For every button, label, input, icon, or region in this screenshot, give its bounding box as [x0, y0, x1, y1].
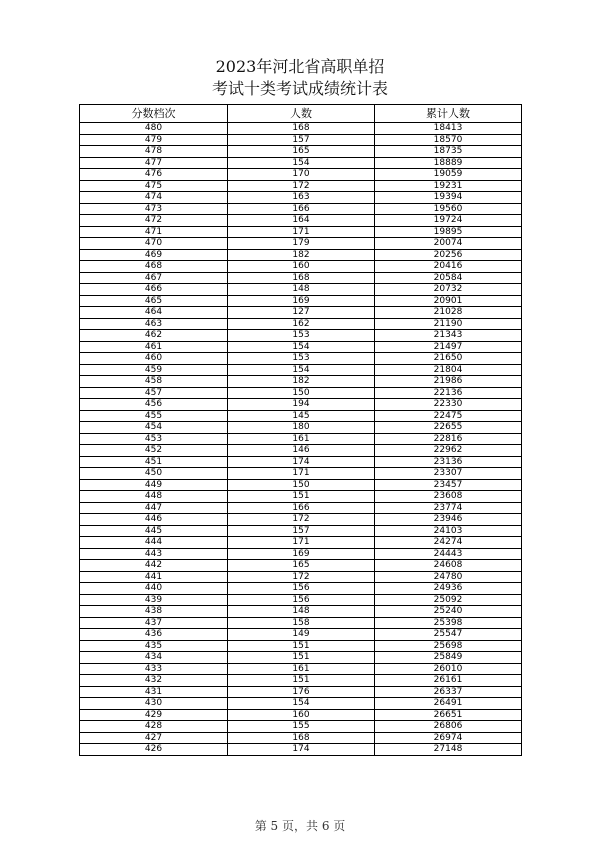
cell-score-level: 450 — [80, 468, 228, 480]
header-cumulative-count: 累计人数 — [375, 105, 522, 123]
cell-cumulative-count: 26806 — [375, 721, 522, 733]
cell-cumulative-count: 19394 — [375, 192, 522, 204]
cell-score-level: 457 — [80, 387, 228, 399]
cell-cumulative-count: 21343 — [375, 330, 522, 342]
cell-score-level: 473 — [80, 203, 228, 215]
cell-cumulative-count: 20074 — [375, 238, 522, 250]
cell-count: 168 — [228, 732, 375, 744]
cell-score-level: 474 — [80, 192, 228, 204]
table-row — [80, 249, 522, 261]
cell-score-level: 431 — [80, 686, 228, 698]
table-row — [80, 364, 522, 376]
table-row — [80, 686, 522, 698]
cell-count: 156 — [228, 594, 375, 606]
cell-score-level: 462 — [80, 330, 228, 342]
cell-count: 161 — [228, 433, 375, 445]
cell-cumulative-count: 21650 — [375, 353, 522, 365]
table-header-row — [80, 105, 522, 123]
table-row — [80, 514, 522, 526]
table-row — [80, 698, 522, 710]
cell-count: 154 — [228, 157, 375, 169]
cell-cumulative-count: 21804 — [375, 364, 522, 376]
cell-count: 153 — [228, 353, 375, 365]
cell-cumulative-count: 18413 — [375, 123, 522, 135]
cell-count: 151 — [228, 675, 375, 687]
table-row — [80, 675, 522, 687]
cell-cumulative-count: 23307 — [375, 468, 522, 480]
table-row — [80, 537, 522, 549]
cell-count: 168 — [228, 272, 375, 284]
cell-count: 179 — [228, 238, 375, 250]
table-row — [80, 479, 522, 491]
table-row — [80, 307, 522, 319]
cell-cumulative-count: 21497 — [375, 341, 522, 353]
table-row — [80, 721, 522, 733]
table-row — [80, 640, 522, 652]
cell-count: 158 — [228, 617, 375, 629]
table-row — [80, 284, 522, 296]
cell-score-level: 442 — [80, 560, 228, 572]
cell-cumulative-count: 20732 — [375, 284, 522, 296]
cell-cumulative-count: 23136 — [375, 456, 522, 468]
table-row — [80, 732, 522, 744]
cell-count: 164 — [228, 215, 375, 227]
cell-score-level: 435 — [80, 640, 228, 652]
cell-cumulative-count: 24274 — [375, 537, 522, 549]
cell-count: 180 — [228, 422, 375, 434]
cell-score-level: 437 — [80, 617, 228, 629]
cell-score-level: 480 — [80, 123, 228, 135]
header-count: 人数 — [228, 105, 375, 123]
cell-count: 161 — [228, 663, 375, 675]
table-row — [80, 203, 522, 215]
cell-count: 166 — [228, 502, 375, 514]
table-row — [80, 560, 522, 572]
cell-count: 171 — [228, 468, 375, 480]
table-row — [80, 387, 522, 399]
cell-count: 154 — [228, 364, 375, 376]
cell-count: 176 — [228, 686, 375, 698]
table-row — [80, 261, 522, 273]
table-row — [80, 525, 522, 537]
cell-score-level: 445 — [80, 525, 228, 537]
cell-count: 150 — [228, 387, 375, 399]
table-row — [80, 399, 522, 411]
cell-count: 148 — [228, 284, 375, 296]
cell-cumulative-count: 20584 — [375, 272, 522, 284]
table-row — [80, 192, 522, 204]
table-row — [80, 330, 522, 342]
cell-cumulative-count: 25547 — [375, 629, 522, 641]
cell-cumulative-count: 20416 — [375, 261, 522, 273]
cell-cumulative-count: 26010 — [375, 663, 522, 675]
table-row — [80, 502, 522, 514]
table-row — [80, 376, 522, 388]
cell-count: 171 — [228, 226, 375, 238]
cell-count: 169 — [228, 548, 375, 560]
cell-score-level: 441 — [80, 571, 228, 583]
cell-score-level: 472 — [80, 215, 228, 227]
cell-score-level: 477 — [80, 157, 228, 169]
cell-cumulative-count: 18735 — [375, 146, 522, 158]
cell-count: 154 — [228, 341, 375, 353]
cell-count: 151 — [228, 652, 375, 664]
cell-cumulative-count: 19231 — [375, 180, 522, 192]
cell-cumulative-count: 18889 — [375, 157, 522, 169]
cell-cumulative-count: 24780 — [375, 571, 522, 583]
cell-count: 157 — [228, 134, 375, 146]
table-row — [80, 433, 522, 445]
cell-score-level: 433 — [80, 663, 228, 675]
cell-cumulative-count: 22655 — [375, 422, 522, 434]
cell-score-level: 448 — [80, 491, 228, 503]
cell-score-level: 452 — [80, 445, 228, 457]
cell-count: 151 — [228, 491, 375, 503]
cell-count: 146 — [228, 445, 375, 457]
cell-score-level: 443 — [80, 548, 228, 560]
cell-cumulative-count: 25849 — [375, 652, 522, 664]
table-row — [80, 318, 522, 330]
cell-count: 174 — [228, 456, 375, 468]
cell-score-level: 438 — [80, 606, 228, 618]
cell-score-level: 464 — [80, 307, 228, 319]
cell-count: 172 — [228, 514, 375, 526]
cell-count: 172 — [228, 571, 375, 583]
cell-count: 182 — [228, 376, 375, 388]
cell-count: 149 — [228, 629, 375, 641]
cell-score-level: 451 — [80, 456, 228, 468]
cell-count: 165 — [228, 146, 375, 158]
cell-score-level: 430 — [80, 698, 228, 710]
table-row — [80, 295, 522, 307]
cell-score-level: 461 — [80, 341, 228, 353]
cell-cumulative-count: 21986 — [375, 376, 522, 388]
cell-cumulative-count: 26337 — [375, 686, 522, 698]
cell-cumulative-count: 22330 — [375, 399, 522, 411]
cell-count: 174 — [228, 744, 375, 756]
table-row — [80, 744, 522, 756]
table-row — [80, 468, 522, 480]
cell-cumulative-count: 22816 — [375, 433, 522, 445]
cell-score-level: 460 — [80, 353, 228, 365]
cell-score-level: 465 — [80, 295, 228, 307]
table-row — [80, 663, 522, 675]
cell-score-level: 475 — [80, 180, 228, 192]
table-row — [80, 410, 522, 422]
cell-cumulative-count: 19724 — [375, 215, 522, 227]
cell-score-level: 466 — [80, 284, 228, 296]
cell-score-level: 471 — [80, 226, 228, 238]
cell-count: 160 — [228, 709, 375, 721]
cell-cumulative-count: 23774 — [375, 502, 522, 514]
cell-cumulative-count: 26651 — [375, 709, 522, 721]
cell-score-level: 479 — [80, 134, 228, 146]
cell-count: 169 — [228, 295, 375, 307]
cell-cumulative-count: 19895 — [375, 226, 522, 238]
cell-score-level: 467 — [80, 272, 228, 284]
cell-count: 165 — [228, 560, 375, 572]
cell-score-level: 459 — [80, 364, 228, 376]
table-row — [80, 594, 522, 606]
cell-score-level: 478 — [80, 146, 228, 158]
cell-count: 156 — [228, 583, 375, 595]
table-row — [80, 272, 522, 284]
cell-cumulative-count: 25240 — [375, 606, 522, 618]
cell-score-level: 458 — [80, 376, 228, 388]
table-row — [80, 606, 522, 618]
cell-cumulative-count: 22475 — [375, 410, 522, 422]
cell-count: 163 — [228, 192, 375, 204]
cell-count: 145 — [228, 410, 375, 422]
header-score-level: 分数档次 — [80, 105, 228, 123]
cell-score-level: 476 — [80, 169, 228, 181]
table-row — [80, 652, 522, 664]
cell-cumulative-count: 21028 — [375, 307, 522, 319]
table-row — [80, 629, 522, 641]
table-row — [80, 422, 522, 434]
table-row — [80, 180, 522, 192]
cell-score-level: 469 — [80, 249, 228, 261]
cell-score-level: 454 — [80, 422, 228, 434]
cell-score-level: 453 — [80, 433, 228, 445]
cell-cumulative-count: 22962 — [375, 445, 522, 457]
cell-count: 170 — [228, 169, 375, 181]
cell-count: 127 — [228, 307, 375, 319]
cell-cumulative-count: 23946 — [375, 514, 522, 526]
cell-score-level: 444 — [80, 537, 228, 549]
table-row — [80, 353, 522, 365]
table-row — [80, 169, 522, 181]
cell-cumulative-count: 24443 — [375, 548, 522, 560]
cell-count: 148 — [228, 606, 375, 618]
table-row — [80, 456, 522, 468]
cell-score-level: 428 — [80, 721, 228, 733]
table-row — [80, 491, 522, 503]
cell-count: 150 — [228, 479, 375, 491]
cell-score-level: 455 — [80, 410, 228, 422]
table-row — [80, 123, 522, 135]
cell-score-level: 432 — [80, 675, 228, 687]
cell-score-level: 439 — [80, 594, 228, 606]
table-row — [80, 548, 522, 560]
cell-cumulative-count: 24103 — [375, 525, 522, 537]
table-row — [80, 215, 522, 227]
page-footer: 第 5 页，共 6 页 — [254, 819, 346, 833]
cell-cumulative-count: 22136 — [375, 387, 522, 399]
cell-count: 194 — [228, 399, 375, 411]
title-line-2: 考试十类考试成绩统计表 — [211, 79, 388, 98]
cell-score-level: 463 — [80, 318, 228, 330]
cell-score-level: 468 — [80, 261, 228, 273]
table-body — [80, 123, 522, 756]
cell-cumulative-count: 24608 — [375, 560, 522, 572]
table-row — [80, 146, 522, 158]
cell-score-level: 440 — [80, 583, 228, 595]
cell-cumulative-count: 25398 — [375, 617, 522, 629]
cell-score-level: 429 — [80, 709, 228, 721]
cell-cumulative-count: 20256 — [375, 249, 522, 261]
cell-cumulative-count: 26491 — [375, 698, 522, 710]
table-row — [80, 157, 522, 169]
table-row — [80, 134, 522, 146]
cell-cumulative-count: 20901 — [375, 295, 522, 307]
table-row — [80, 445, 522, 457]
cell-cumulative-count: 23608 — [375, 491, 522, 503]
cell-count: 166 — [228, 203, 375, 215]
table-row — [80, 341, 522, 353]
cell-score-level: 456 — [80, 399, 228, 411]
cell-count: 154 — [228, 698, 375, 710]
cell-cumulative-count: 19059 — [375, 169, 522, 181]
cell-cumulative-count: 26161 — [375, 675, 522, 687]
table-row — [80, 583, 522, 595]
cell-cumulative-count: 18570 — [375, 134, 522, 146]
table-row — [80, 709, 522, 721]
cell-cumulative-count: 24936 — [375, 583, 522, 595]
cell-cumulative-count: 23457 — [375, 479, 522, 491]
cell-count: 162 — [228, 318, 375, 330]
cell-score-level: 447 — [80, 502, 228, 514]
cell-count: 168 — [228, 123, 375, 135]
cell-score-level: 446 — [80, 514, 228, 526]
cell-cumulative-count: 27148 — [375, 744, 522, 756]
cell-count: 157 — [228, 525, 375, 537]
cell-count: 172 — [228, 180, 375, 192]
cell-score-level: 427 — [80, 732, 228, 744]
cell-score-level: 449 — [80, 479, 228, 491]
cell-cumulative-count: 25092 — [375, 594, 522, 606]
cell-score-level: 426 — [80, 744, 228, 756]
table-row — [80, 238, 522, 250]
cell-count: 160 — [228, 261, 375, 273]
cell-cumulative-count: 21190 — [375, 318, 522, 330]
cell-score-level: 434 — [80, 652, 228, 664]
cell-score-level: 470 — [80, 238, 228, 250]
cell-cumulative-count: 19560 — [375, 203, 522, 215]
table-row — [80, 571, 522, 583]
cell-cumulative-count: 25698 — [375, 640, 522, 652]
table-row — [80, 617, 522, 629]
cell-count: 182 — [228, 249, 375, 261]
cell-count: 151 — [228, 640, 375, 652]
score-statistics-table — [79, 104, 522, 756]
cell-count: 155 — [228, 721, 375, 733]
cell-cumulative-count: 26974 — [375, 732, 522, 744]
title-line-1: 2023年河北省高职单招 — [215, 57, 385, 76]
cell-score-level: 436 — [80, 629, 228, 641]
cell-count: 153 — [228, 330, 375, 342]
cell-count: 171 — [228, 537, 375, 549]
table-row — [80, 226, 522, 238]
